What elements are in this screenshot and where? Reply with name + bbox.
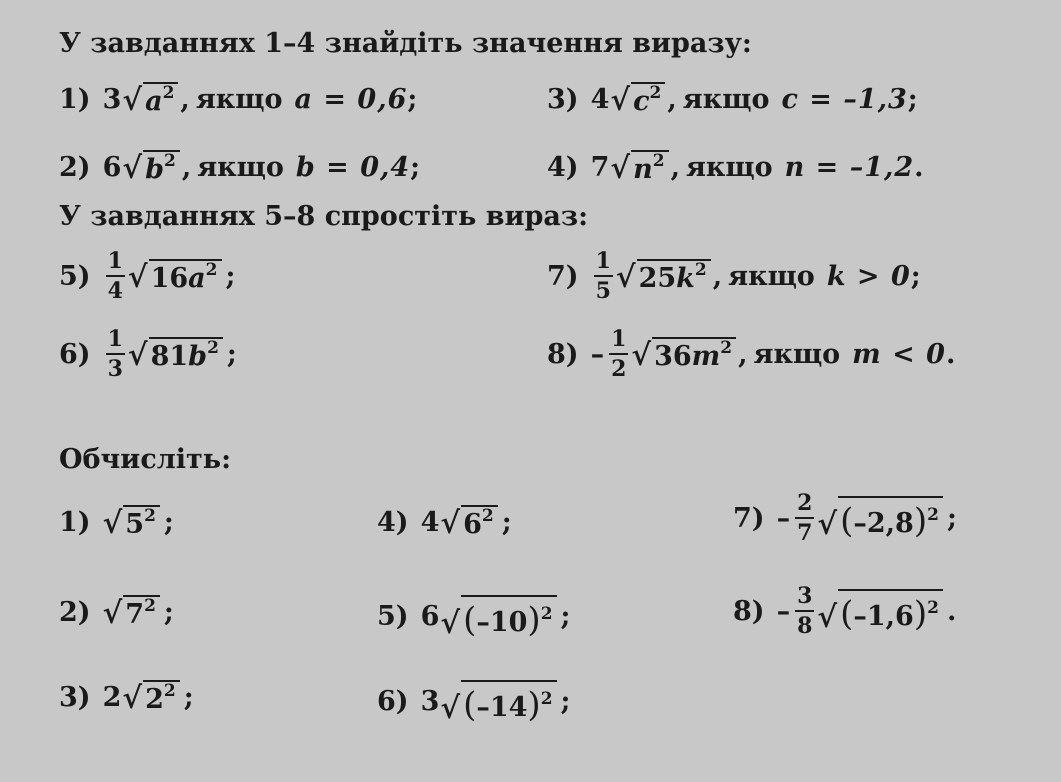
square-root [615,259,711,296]
problem-number: 6) [59,338,91,370]
fraction [795,585,814,637]
radical-sign-icon: √ [122,681,143,717]
coefficient: 3 [420,686,440,718]
right-paren: ) [913,501,928,542]
condition: c = –1,3 [781,83,908,115]
exponent: 2 [163,151,176,171]
variable: n [633,154,653,185]
radical-sign-icon: √ [817,599,838,635]
coefficient: 2 [102,681,122,713]
radicand [838,589,943,633]
radical-sign-icon: √ [102,596,123,632]
problem-number: 4) [377,506,409,538]
square-root [631,337,736,374]
radicand-number: 81 [150,340,189,372]
radicand [149,337,223,371]
end-punct: . [946,595,957,627]
end-punct: ; [226,338,237,370]
exponent: 2 [694,259,707,280]
fraction [795,492,814,544]
radical-sign-icon: √ [610,151,631,187]
s3-problem-7 [733,492,957,544]
problem-number: 2) [59,151,91,183]
base: 2 [145,684,164,715]
base: –14 [476,692,528,723]
radicand [838,496,943,540]
problem-number: 4) [547,151,579,183]
radical-sign-icon: √ [127,338,148,374]
section2-title: У завданнях 5–8 спростіть вираз: [59,201,589,232]
numerator: 1 [609,328,628,355]
square-root [440,505,497,542]
square-root [102,595,160,632]
exponent: 2 [162,83,175,103]
problem-number: 1) [59,506,91,538]
radicand [461,505,498,539]
s1-problem-2 [59,150,421,187]
coefficient: 7 [590,151,610,183]
fraction [106,250,125,302]
square-root [610,82,665,119]
end-punct: ; [225,260,236,292]
right-paren: ) [527,600,541,640]
end-punct: ; [560,686,571,718]
end-punct: ; [501,506,512,538]
end-punct: ; [407,83,418,115]
radical-sign-icon: √ [440,605,461,641]
problem-number: 5) [377,601,409,633]
radicand-number: 25 [638,262,677,294]
separator: , [667,83,677,115]
base: 6 [463,509,482,540]
condition: a = 0,6 [294,83,408,115]
fraction [609,328,628,380]
square-root [122,82,178,119]
numerator: 2 [795,492,814,519]
radical-sign-icon: √ [817,506,838,542]
left-paren: ( [463,600,477,640]
right-paren: ) [913,594,928,635]
radical-sign-icon: √ [127,260,148,296]
sign: – [590,338,605,370]
problem-number: 6) [377,686,409,718]
radicand [631,82,665,116]
end-punct: . [945,338,956,370]
radical-sign-icon: √ [615,260,636,296]
variable: k [676,262,695,294]
radicand [143,82,178,116]
radicand [143,150,180,184]
separator: , [181,151,192,183]
radicand [123,505,160,539]
s2-problem-5 [59,250,235,302]
base: –2,8 [853,508,914,540]
base: 5 [125,509,145,540]
denominator: 2 [611,356,627,382]
s3-problem-2 [59,595,174,632]
right-paren: ) [527,685,541,725]
variable: a [145,86,163,117]
end-punct: ; [907,83,918,115]
denominator: 4 [107,278,123,304]
square-root [122,150,179,187]
square-root [102,505,160,542]
end-punct: . [914,151,924,183]
exponent: 2 [649,83,662,103]
problem-number: 5) [59,260,91,292]
problem-number: 7) [547,260,579,292]
radical-sign-icon: √ [631,338,652,374]
variable: c [633,86,650,117]
square-root [440,680,556,724]
base: –10 [476,607,528,638]
s3-problem-6 [377,680,571,724]
square-root [817,496,943,540]
base: 7 [125,599,145,630]
s1-problem-1 [59,82,418,119]
variable: a [188,262,206,294]
radical-sign-icon: √ [122,151,143,187]
coefficient: 6 [420,601,440,633]
end-punct: ; [163,596,174,628]
s2-problem-6 [59,328,237,380]
problem-number: 3) [547,83,579,115]
condition: b = 0,4 [295,151,411,183]
radical-sign-icon: √ [122,83,143,119]
radical-sign-icon: √ [610,83,631,119]
condition-keyword: якщо [197,151,284,183]
denominator: 5 [595,278,611,304]
variable: m [691,340,721,372]
condition: k > 0 [826,260,911,292]
fraction [106,328,125,380]
exponent: 2 [144,596,156,616]
problem-number: 7) [733,502,765,534]
end-punct: ; [183,681,194,713]
numerator: 3 [795,585,814,612]
end-punct: ; [946,502,957,534]
radicand [631,150,668,184]
end-punct: ; [163,506,174,538]
square-root [122,680,179,717]
problem-number: 8) [547,338,579,370]
fraction [594,250,613,302]
square-root [127,337,223,374]
square-root [440,595,556,639]
condition: m < 0 [852,338,946,370]
separator: , [738,338,748,370]
radicand [637,259,711,293]
left-paren: ( [840,594,854,635]
numerator: 1 [106,250,125,277]
exponent: 2 [163,681,176,701]
coefficient: 3 [102,83,122,115]
separator: , [712,260,723,292]
square-root [817,589,943,633]
separator: , [670,151,680,183]
separator: , [180,83,190,115]
end-punct: ; [560,601,571,633]
radicand-number: 16 [150,262,189,294]
condition: n = –1,2 [784,151,915,183]
left-paren: ( [463,685,477,725]
numerator: 1 [594,250,613,277]
exponent: 2 [927,505,939,526]
exponent: 2 [652,151,665,171]
condition-keyword: якщо [685,151,773,183]
s3-problem-1 [59,505,174,542]
s2-problem-8 [547,328,955,380]
condition-keyword: якщо [728,260,815,292]
square-root [127,259,222,296]
s3-problem-4 [377,505,512,542]
radicand [143,680,180,714]
s3-problem-8 [733,585,956,637]
denominator: 7 [797,520,813,546]
condition-keyword: якщо [753,338,841,370]
problem-number: 8) [733,595,765,627]
radicand [461,595,556,639]
s2-problem-7 [547,250,921,302]
radicand [461,680,556,724]
s3-problem-3 [59,680,194,717]
section3-title: Обчисліть: [59,444,232,475]
exponent: 2 [481,506,494,526]
radicand [149,259,222,293]
problem-number: 2) [59,596,91,628]
exponent: 2 [205,259,218,280]
exponent: 2 [207,337,219,358]
s1-problem-3 [547,82,918,119]
s1-problem-4 [547,150,924,187]
radical-sign-icon: √ [440,690,461,726]
radical-sign-icon: √ [440,506,461,542]
variable: b [188,340,208,372]
base: –1,6 [853,601,914,633]
sign: – [776,595,791,627]
square-root [610,150,668,187]
coefficient: 4 [590,83,610,115]
denominator: 3 [107,356,123,382]
exponent: 2 [927,598,939,619]
end-punct: ; [410,151,421,183]
condition-keyword: якщо [195,83,283,115]
radicand [123,595,160,629]
radicand [652,337,736,371]
left-paren: ( [840,501,854,542]
coefficient: 6 [102,151,122,183]
s3-problem-5 [377,595,571,639]
end-punct: ; [910,260,921,292]
condition-keyword: якщо [682,83,770,115]
exponent: 2 [540,604,553,624]
exponent: 2 [720,337,733,358]
denominator: 8 [797,613,813,639]
problem-number: 1) [59,83,91,115]
numerator: 1 [106,328,125,355]
radicand-number: 36 [654,340,692,372]
radical-sign-icon: √ [102,506,123,542]
problem-number: 3) [59,681,91,713]
sign: – [776,502,791,534]
variable: b [145,154,164,185]
exponent: 2 [540,689,553,709]
section1-title: У завданнях 1–4 знайдіть значення виразу: [59,28,752,59]
exponent: 2 [144,506,156,526]
coefficient: 4 [420,506,440,538]
